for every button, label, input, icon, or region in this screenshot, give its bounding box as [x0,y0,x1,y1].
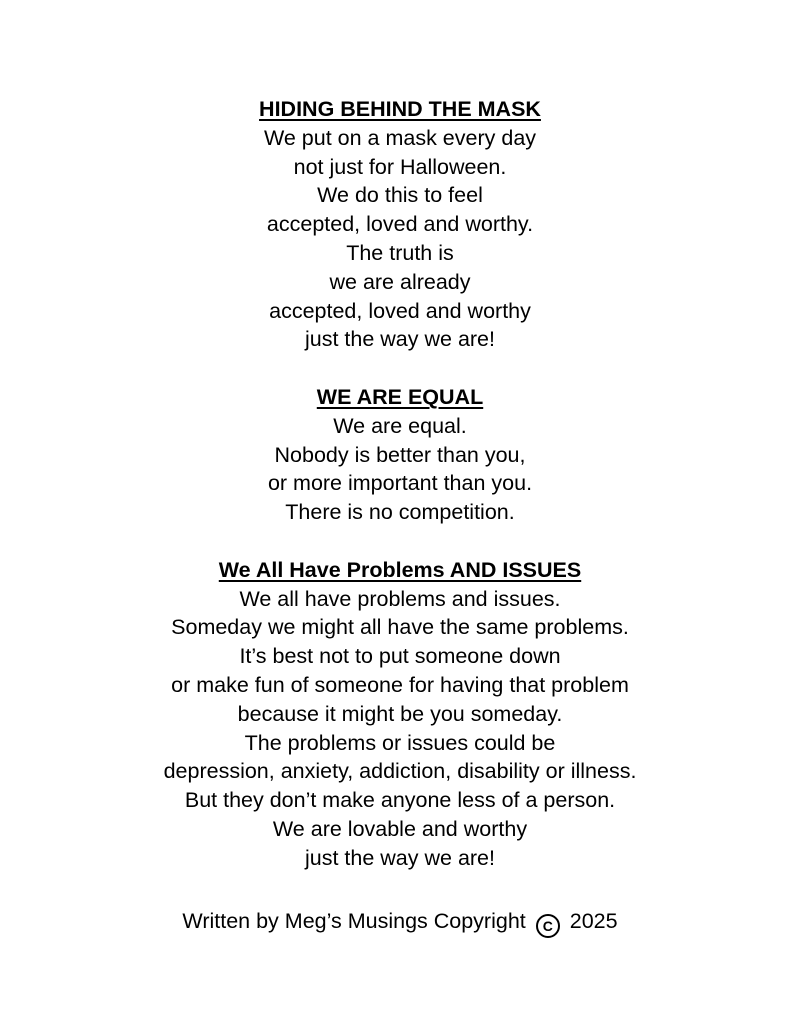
poem-we-are-equal [0,383,800,527]
poem-line: or make fun of someone for having that problem [171,672,629,697]
poem-title: WE ARE EQUAL [316,384,484,409]
poem-line: We are equal. [333,413,467,438]
poem-line: The problems or issues could be [244,730,556,755]
poem-line: because it might be you someday. [237,701,563,726]
copyright-footer [0,906,800,938]
stanza-gap [0,354,800,383]
poem-line: accepted, loved and worthy [269,298,531,323]
poem-line: We do this to feel [317,183,483,208]
poem-line: we are already [329,269,471,294]
poem-line: or more important than you. [267,471,533,496]
poem-hiding-behind-the-mask [0,95,800,354]
poem-page [0,95,800,873]
copyright-icon: C [536,914,560,938]
poem-line: It’s best not to put someone down [239,644,561,669]
poem-line: Someday we might all have the same problems. [171,615,629,640]
poem-we-all-have-problems [0,556,800,873]
poem-line: depression, anxiety, addiction, disability or illness. [163,759,637,784]
stanza-gap [0,527,800,556]
footer-attribution: Written by Meg’s Musings Copyright [182,909,526,933]
footer-year: 2025 [569,909,618,933]
poem-line: But they don’t make anyone less of a person. [184,788,616,813]
poem-line: The truth is [346,240,454,265]
poem-line: We all have problems and issues. [239,586,561,611]
poem-line: not just for Halloween. [293,154,507,179]
poem-line: accepted, loved and worthy. [266,212,534,237]
poem-line: We put on a mask every day [263,125,537,150]
poem-title: We All Have Problems AND ISSUES [218,557,582,582]
poem-line: Nobody is better than you, [274,442,526,467]
poem-line: just the way we are! [304,845,495,870]
poem-title: HIDING BEHIND THE MASK [259,97,541,121]
poem-line: We are lovable and worthy [272,816,528,841]
poem-line: There is no competition. [285,500,515,525]
poem-line: just the way we are! [304,327,495,352]
